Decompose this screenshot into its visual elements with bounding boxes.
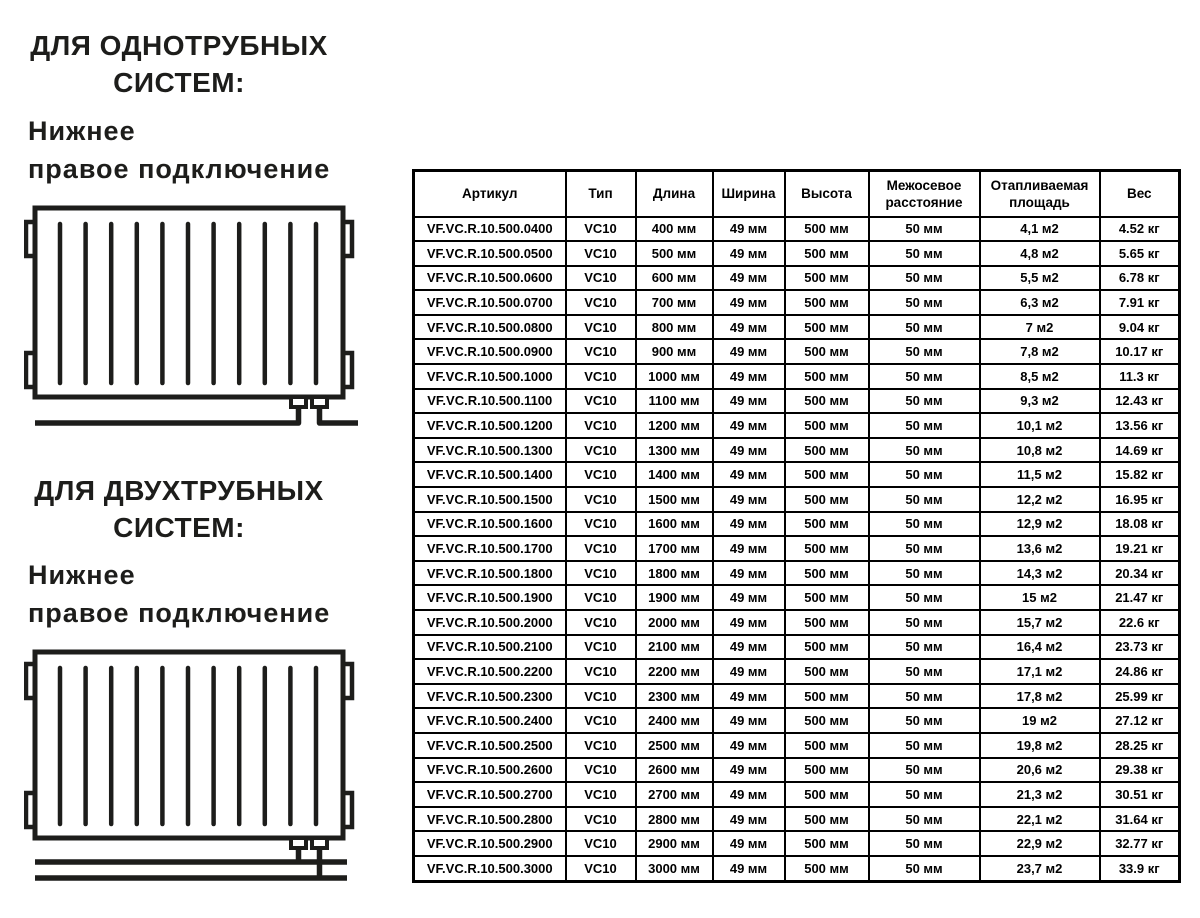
cell-height: 500 мм bbox=[785, 807, 869, 832]
section-title-line: СИСТЕМ: bbox=[113, 67, 245, 98]
cell-axle-distance: 50 мм bbox=[869, 659, 980, 684]
cell-type: VC10 bbox=[566, 266, 636, 291]
cell-axle-distance: 50 мм bbox=[869, 758, 980, 783]
cell-heated-area: 13,6 м2 bbox=[980, 536, 1100, 561]
cell-axle-distance: 50 мм bbox=[869, 782, 980, 807]
cell-height: 500 мм bbox=[785, 684, 869, 709]
cell-article: VF.VC.R.10.500.2600 bbox=[414, 758, 566, 783]
cell-weight: 31.64 кг bbox=[1100, 807, 1180, 832]
cell-width: 49 мм bbox=[713, 266, 785, 291]
cell-article: VF.VC.R.10.500.1900 bbox=[414, 585, 566, 610]
cell-type: VC10 bbox=[566, 659, 636, 684]
cell-article: VF.VC.R.10.500.1400 bbox=[414, 462, 566, 487]
cell-height: 500 мм bbox=[785, 462, 869, 487]
cell-article: VF.VC.R.10.500.2400 bbox=[414, 708, 566, 733]
cell-heated-area: 10,8 м2 bbox=[980, 438, 1100, 463]
table-row bbox=[414, 782, 1180, 807]
col-header-weight: Вес bbox=[1100, 171, 1180, 217]
cell-weight: 32.77 кг bbox=[1100, 831, 1180, 856]
section-subtitle-two-pipe bbox=[28, 556, 388, 632]
cell-weight: 23.73 кг bbox=[1100, 635, 1180, 660]
table-row bbox=[414, 708, 1180, 733]
table-row bbox=[414, 635, 1180, 660]
table-row bbox=[414, 290, 1180, 315]
cell-article: VF.VC.R.10.500.1000 bbox=[414, 364, 566, 389]
cell-height: 500 мм bbox=[785, 266, 869, 291]
cell-heated-area: 14,3 м2 bbox=[980, 561, 1100, 586]
cell-weight: 6.78 кг bbox=[1100, 266, 1180, 291]
cell-type: VC10 bbox=[566, 290, 636, 315]
col-header-length: Длина bbox=[636, 171, 713, 217]
cell-heated-area: 19,8 м2 bbox=[980, 733, 1100, 758]
cell-weight: 21.47 кг bbox=[1100, 585, 1180, 610]
table-row bbox=[414, 487, 1180, 512]
cell-length: 2300 мм bbox=[636, 684, 713, 709]
cell-width: 49 мм bbox=[713, 315, 785, 340]
cell-weight: 5.65 кг bbox=[1100, 241, 1180, 266]
cell-length: 600 мм bbox=[636, 266, 713, 291]
radiator-diagram-single-pipe bbox=[24, 194, 364, 438]
cell-type: VC10 bbox=[566, 462, 636, 487]
pipes-single bbox=[35, 405, 358, 423]
cell-type: VC10 bbox=[566, 585, 636, 610]
cell-axle-distance: 50 мм bbox=[869, 389, 980, 414]
cell-heated-area: 12,9 м2 bbox=[980, 512, 1100, 537]
cell-weight: 29.38 кг bbox=[1100, 758, 1180, 783]
cell-weight: 7.91 кг bbox=[1100, 290, 1180, 315]
cell-article: VF.VC.R.10.500.1700 bbox=[414, 536, 566, 561]
cell-article: VF.VC.R.10.500.0900 bbox=[414, 339, 566, 364]
cell-height: 500 мм bbox=[785, 561, 869, 586]
cell-type: VC10 bbox=[566, 241, 636, 266]
col-header-width: Ширина bbox=[713, 171, 785, 217]
cell-heated-area: 4,1 м2 bbox=[980, 217, 1100, 242]
cell-width: 49 мм bbox=[713, 684, 785, 709]
cell-weight: 18.08 кг bbox=[1100, 512, 1180, 537]
cell-axle-distance: 50 мм bbox=[869, 733, 980, 758]
cell-weight: 22.6 кг bbox=[1100, 610, 1180, 635]
table-row bbox=[414, 659, 1180, 684]
cell-weight: 16.95 кг bbox=[1100, 487, 1180, 512]
cell-article: VF.VC.R.10.500.2300 bbox=[414, 684, 566, 709]
cell-article: VF.VC.R.10.500.2500 bbox=[414, 733, 566, 758]
section-subtitle-line: Нижнее bbox=[28, 560, 136, 590]
cell-axle-distance: 50 мм bbox=[869, 561, 980, 586]
cell-length: 2500 мм bbox=[636, 733, 713, 758]
cell-weight: 9.04 кг bbox=[1100, 315, 1180, 340]
cell-height: 500 мм bbox=[785, 339, 869, 364]
cell-width: 49 мм bbox=[713, 364, 785, 389]
table-row bbox=[414, 684, 1180, 709]
cell-width: 49 мм bbox=[713, 807, 785, 832]
cell-article: VF.VC.R.10.500.2700 bbox=[414, 782, 566, 807]
cell-length: 2700 мм bbox=[636, 782, 713, 807]
cell-width: 49 мм bbox=[713, 733, 785, 758]
cell-article: VF.VC.R.10.500.2200 bbox=[414, 659, 566, 684]
table-row bbox=[414, 585, 1180, 610]
cell-width: 49 мм bbox=[713, 512, 785, 537]
section-subtitle-line: Нижнее bbox=[28, 116, 136, 146]
cell-weight: 14.69 кг bbox=[1100, 438, 1180, 463]
cell-width: 49 мм bbox=[713, 487, 785, 512]
cell-height: 500 мм bbox=[785, 217, 869, 242]
table-row bbox=[414, 438, 1180, 463]
cell-height: 500 мм bbox=[785, 241, 869, 266]
table-row bbox=[414, 807, 1180, 832]
cell-axle-distance: 50 мм bbox=[869, 512, 980, 537]
cell-heated-area: 4,8 м2 bbox=[980, 241, 1100, 266]
cell-type: VC10 bbox=[566, 856, 636, 882]
table-row bbox=[414, 241, 1180, 266]
cell-heated-area: 12,2 м2 bbox=[980, 487, 1100, 512]
cell-type: VC10 bbox=[566, 389, 636, 414]
cell-article: VF.VC.R.10.500.1100 bbox=[414, 389, 566, 414]
cell-axle-distance: 50 мм bbox=[869, 413, 980, 438]
cell-weight: 10.17 кг bbox=[1100, 339, 1180, 364]
cell-heated-area: 19 м2 bbox=[980, 708, 1100, 733]
cell-width: 49 мм bbox=[713, 758, 785, 783]
cell-height: 500 мм bbox=[785, 659, 869, 684]
cell-heated-area: 17,1 м2 bbox=[980, 659, 1100, 684]
cell-height: 500 мм bbox=[785, 290, 869, 315]
cell-width: 49 мм bbox=[713, 831, 785, 856]
table-row bbox=[414, 364, 1180, 389]
cell-height: 500 мм bbox=[785, 512, 869, 537]
cell-heated-area: 6,3 м2 bbox=[980, 290, 1100, 315]
col-header-axle-distance: Межосевое расстояние bbox=[869, 171, 980, 217]
cell-type: VC10 bbox=[566, 733, 636, 758]
cell-axle-distance: 50 мм bbox=[869, 438, 980, 463]
cell-height: 500 мм bbox=[785, 389, 869, 414]
section-subtitle-single-pipe bbox=[28, 112, 388, 188]
table-row bbox=[414, 339, 1180, 364]
table-row bbox=[414, 536, 1180, 561]
section-title-line: ДЛЯ ОДНОТРУБНЫХ bbox=[30, 30, 328, 61]
cell-type: VC10 bbox=[566, 217, 636, 242]
cell-heated-area: 7 м2 bbox=[980, 315, 1100, 340]
cell-weight: 33.9 кг bbox=[1100, 856, 1180, 882]
cell-axle-distance: 50 мм bbox=[869, 364, 980, 389]
cell-weight: 19.21 кг bbox=[1100, 536, 1180, 561]
cell-length: 800 мм bbox=[636, 315, 713, 340]
cell-type: VC10 bbox=[566, 339, 636, 364]
table-row bbox=[414, 413, 1180, 438]
cell-weight: 12.43 кг bbox=[1100, 389, 1180, 414]
table-row bbox=[414, 733, 1180, 758]
cell-type: VC10 bbox=[566, 413, 636, 438]
cell-type: VC10 bbox=[566, 315, 636, 340]
cell-type: VC10 bbox=[566, 487, 636, 512]
cell-width: 49 мм bbox=[713, 438, 785, 463]
cell-heated-area: 22,9 м2 bbox=[980, 831, 1100, 856]
section-title-two-pipe bbox=[24, 472, 334, 546]
table-row bbox=[414, 512, 1180, 537]
section-title-single-pipe bbox=[24, 27, 334, 101]
cell-length: 2800 мм bbox=[636, 807, 713, 832]
cell-axle-distance: 50 мм bbox=[869, 266, 980, 291]
cell-article: VF.VC.R.10.500.2100 bbox=[414, 635, 566, 660]
cell-height: 500 мм bbox=[785, 536, 869, 561]
cell-width: 49 мм bbox=[713, 536, 785, 561]
cell-length: 2100 мм bbox=[636, 635, 713, 660]
cell-width: 49 мм bbox=[713, 413, 785, 438]
table-row bbox=[414, 217, 1180, 242]
section-title-line: СИСТЕМ: bbox=[113, 512, 245, 543]
cell-width: 49 мм bbox=[713, 635, 785, 660]
pipes-double bbox=[35, 846, 347, 878]
cell-type: VC10 bbox=[566, 782, 636, 807]
cell-height: 500 мм bbox=[785, 487, 869, 512]
table-row bbox=[414, 266, 1180, 291]
cell-type: VC10 bbox=[566, 635, 636, 660]
cell-weight: 13.56 кг bbox=[1100, 413, 1180, 438]
cell-heated-area: 9,3 м2 bbox=[980, 389, 1100, 414]
cell-height: 500 мм bbox=[785, 438, 869, 463]
cell-heated-area: 21,3 м2 bbox=[980, 782, 1100, 807]
cell-length: 500 мм bbox=[636, 241, 713, 266]
cell-article: VF.VC.R.10.500.1300 bbox=[414, 438, 566, 463]
cell-heated-area: 11,5 м2 bbox=[980, 462, 1100, 487]
cell-width: 49 мм bbox=[713, 241, 785, 266]
cell-height: 500 мм bbox=[785, 364, 869, 389]
cell-article: VF.VC.R.10.500.1800 bbox=[414, 561, 566, 586]
cell-axle-distance: 50 мм bbox=[869, 536, 980, 561]
cell-article: VF.VC.R.10.500.2800 bbox=[414, 807, 566, 832]
cell-length: 1300 мм bbox=[636, 438, 713, 463]
table-row bbox=[414, 856, 1180, 882]
table-row bbox=[414, 758, 1180, 783]
cell-height: 500 мм bbox=[785, 413, 869, 438]
radiator-diagram-two-pipe bbox=[24, 638, 364, 890]
cell-axle-distance: 50 мм bbox=[869, 241, 980, 266]
table-header bbox=[414, 171, 1180, 217]
table-row bbox=[414, 389, 1180, 414]
cell-length: 400 мм bbox=[636, 217, 713, 242]
table-header-row bbox=[414, 171, 1180, 217]
section-title-line: ДЛЯ ДВУХТРУБНЫХ bbox=[34, 475, 324, 506]
cell-height: 500 мм bbox=[785, 758, 869, 783]
section-subtitle-line: правое подключение bbox=[28, 598, 331, 628]
cell-weight: 24.86 кг bbox=[1100, 659, 1180, 684]
cell-axle-distance: 50 мм bbox=[869, 487, 980, 512]
cell-article: VF.VC.R.10.500.3000 bbox=[414, 856, 566, 882]
cell-length: 2000 мм bbox=[636, 610, 713, 635]
cell-type: VC10 bbox=[566, 831, 636, 856]
cell-weight: 4.52 кг bbox=[1100, 217, 1180, 242]
cell-length: 2900 мм bbox=[636, 831, 713, 856]
cell-length: 2200 мм bbox=[636, 659, 713, 684]
cell-axle-distance: 50 мм bbox=[869, 807, 980, 832]
cell-length: 1000 мм bbox=[636, 364, 713, 389]
cell-axle-distance: 50 мм bbox=[869, 831, 980, 856]
cell-length: 1400 мм bbox=[636, 462, 713, 487]
cell-axle-distance: 50 мм bbox=[869, 610, 980, 635]
cell-length: 1600 мм bbox=[636, 512, 713, 537]
table-row bbox=[414, 831, 1180, 856]
cell-length: 1800 мм bbox=[636, 561, 713, 586]
cell-axle-distance: 50 мм bbox=[869, 290, 980, 315]
section-subtitle-line: правое подключение bbox=[28, 154, 331, 184]
cell-article: VF.VC.R.10.500.2000 bbox=[414, 610, 566, 635]
table-body bbox=[414, 217, 1180, 882]
cell-weight: 27.12 кг bbox=[1100, 708, 1180, 733]
table-row bbox=[414, 462, 1180, 487]
cell-weight: 30.51 кг bbox=[1100, 782, 1180, 807]
spec-table bbox=[412, 169, 1181, 883]
cell-type: VC10 bbox=[566, 610, 636, 635]
cell-height: 500 мм bbox=[785, 315, 869, 340]
cell-width: 49 мм bbox=[713, 585, 785, 610]
cell-length: 900 мм bbox=[636, 339, 713, 364]
cell-length: 1500 мм bbox=[636, 487, 713, 512]
cell-length: 700 мм bbox=[636, 290, 713, 315]
col-header-article: Артикул bbox=[414, 171, 566, 217]
cell-height: 500 мм bbox=[785, 856, 869, 882]
cell-heated-area: 17,8 м2 bbox=[980, 684, 1100, 709]
cell-width: 49 мм bbox=[713, 339, 785, 364]
cell-axle-distance: 50 мм bbox=[869, 585, 980, 610]
cell-heated-area: 23,7 м2 bbox=[980, 856, 1100, 882]
cell-width: 49 мм bbox=[713, 561, 785, 586]
cell-article: VF.VC.R.10.500.1500 bbox=[414, 487, 566, 512]
cell-axle-distance: 50 мм bbox=[869, 856, 980, 882]
cell-heated-area: 8,5 м2 bbox=[980, 364, 1100, 389]
cell-heated-area: 20,6 м2 bbox=[980, 758, 1100, 783]
col-header-type: Тип bbox=[566, 171, 636, 217]
cell-type: VC10 bbox=[566, 364, 636, 389]
cell-article: VF.VC.R.10.500.0400 bbox=[414, 217, 566, 242]
cell-height: 500 мм bbox=[785, 733, 869, 758]
cell-heated-area: 22,1 м2 bbox=[980, 807, 1100, 832]
cell-heated-area: 15 м2 bbox=[980, 585, 1100, 610]
cell-height: 500 мм bbox=[785, 831, 869, 856]
cell-weight: 25.99 кг bbox=[1100, 684, 1180, 709]
cell-weight: 20.34 кг bbox=[1100, 561, 1180, 586]
cell-length: 1700 мм bbox=[636, 536, 713, 561]
cell-width: 49 мм bbox=[713, 610, 785, 635]
cell-type: VC10 bbox=[566, 708, 636, 733]
cell-type: VC10 bbox=[566, 512, 636, 537]
cell-type: VC10 bbox=[566, 684, 636, 709]
cell-width: 49 мм bbox=[713, 659, 785, 684]
cell-heated-area: 15,7 м2 bbox=[980, 610, 1100, 635]
cell-article: VF.VC.R.10.500.0700 bbox=[414, 290, 566, 315]
cell-width: 49 мм bbox=[713, 782, 785, 807]
spec-table-wrap bbox=[412, 169, 1178, 883]
cell-axle-distance: 50 мм bbox=[869, 684, 980, 709]
cell-type: VC10 bbox=[566, 758, 636, 783]
cell-article: VF.VC.R.10.500.1600 bbox=[414, 512, 566, 537]
table-row bbox=[414, 315, 1180, 340]
cell-width: 49 мм bbox=[713, 217, 785, 242]
cell-length: 3000 мм bbox=[636, 856, 713, 882]
cell-article: VF.VC.R.10.500.0500 bbox=[414, 241, 566, 266]
cell-height: 500 мм bbox=[785, 708, 869, 733]
cell-axle-distance: 50 мм bbox=[869, 315, 980, 340]
cell-weight: 11.3 кг bbox=[1100, 364, 1180, 389]
cell-heated-area: 10,1 м2 bbox=[980, 413, 1100, 438]
cell-height: 500 мм bbox=[785, 610, 869, 635]
cell-type: VC10 bbox=[566, 561, 636, 586]
cell-height: 500 мм bbox=[785, 635, 869, 660]
cell-length: 1200 мм bbox=[636, 413, 713, 438]
cell-length: 1100 мм bbox=[636, 389, 713, 414]
cell-axle-distance: 50 мм bbox=[869, 708, 980, 733]
cell-width: 49 мм bbox=[713, 389, 785, 414]
cell-length: 1900 мм bbox=[636, 585, 713, 610]
cell-weight: 15.82 кг bbox=[1100, 462, 1180, 487]
col-header-height: Высота bbox=[785, 171, 869, 217]
table-row bbox=[414, 561, 1180, 586]
cell-weight: 28.25 кг bbox=[1100, 733, 1180, 758]
cell-type: VC10 bbox=[566, 536, 636, 561]
cell-length: 2400 мм bbox=[636, 708, 713, 733]
cell-width: 49 мм bbox=[713, 290, 785, 315]
cell-height: 500 мм bbox=[785, 782, 869, 807]
cell-length: 2600 мм bbox=[636, 758, 713, 783]
table-row bbox=[414, 610, 1180, 635]
cell-width: 49 мм bbox=[713, 462, 785, 487]
cell-width: 49 мм bbox=[713, 856, 785, 882]
cell-article: VF.VC.R.10.500.2900 bbox=[414, 831, 566, 856]
cell-axle-distance: 50 мм bbox=[869, 462, 980, 487]
cell-width: 49 мм bbox=[713, 708, 785, 733]
cell-heated-area: 5,5 м2 bbox=[980, 266, 1100, 291]
cell-heated-area: 16,4 м2 bbox=[980, 635, 1100, 660]
cell-article: VF.VC.R.10.500.1200 bbox=[414, 413, 566, 438]
cell-article: VF.VC.R.10.500.0600 bbox=[414, 266, 566, 291]
cell-type: VC10 bbox=[566, 807, 636, 832]
cell-axle-distance: 50 мм bbox=[869, 635, 980, 660]
cell-axle-distance: 50 мм bbox=[869, 339, 980, 364]
cell-height: 500 мм bbox=[785, 585, 869, 610]
cell-type: VC10 bbox=[566, 438, 636, 463]
col-header-heated-area: Отапливаемая площадь bbox=[980, 171, 1100, 217]
cell-article: VF.VC.R.10.500.0800 bbox=[414, 315, 566, 340]
cell-heated-area: 7,8 м2 bbox=[980, 339, 1100, 364]
cell-axle-distance: 50 мм bbox=[869, 217, 980, 242]
